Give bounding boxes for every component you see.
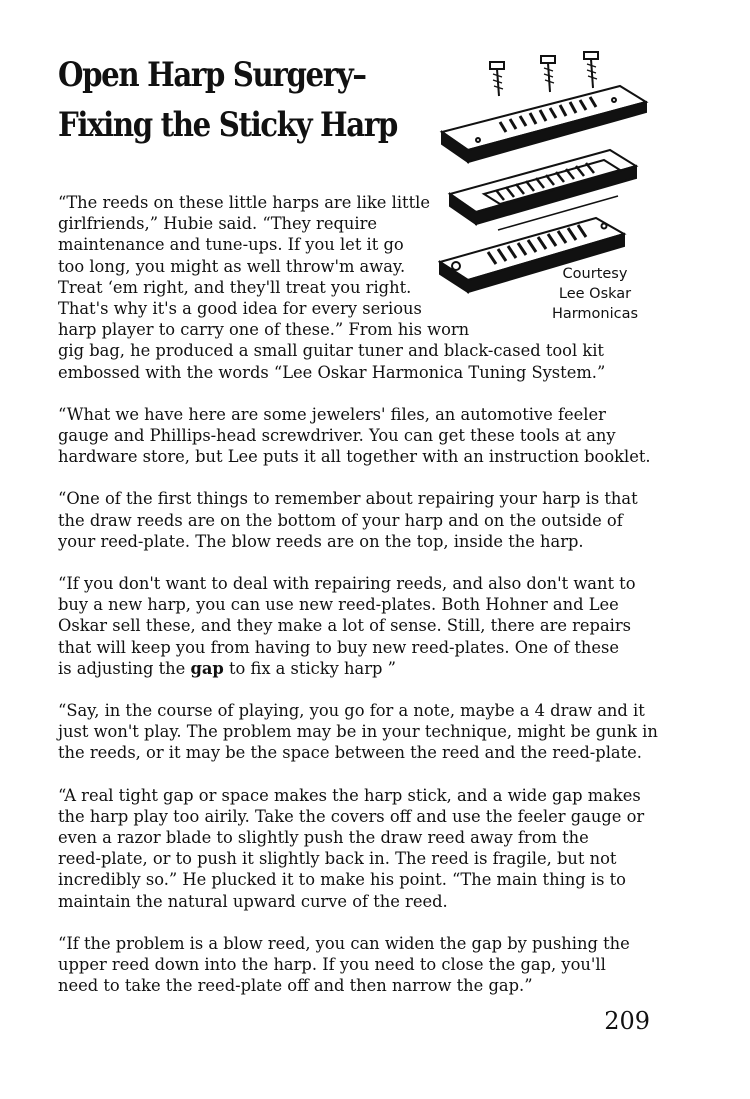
- paragraph: [58, 933, 658, 997]
- text-line: even a razor blade to slightly push the draw reed away from the: [58, 828, 589, 848]
- text-line: just won't play. The problem may be in your technique, might be gunk in: [58, 722, 658, 742]
- text-line: gig bag, he produced a small guitar tuner and black-cased tool kit: [58, 341, 604, 361]
- page-title: [58, 50, 402, 150]
- title-line: Fixing the Sticky Harp: [58, 105, 397, 145]
- text-line: your reed-plate. The blow reeds are on the top, inside the harp.: [58, 531, 584, 551]
- paragraph: [58, 192, 658, 383]
- text-run: to fix a sticky harp ”: [223, 658, 396, 678]
- text-line: harp player to carry one of these.” From his worn: [58, 320, 470, 340]
- page-number: 209: [604, 1007, 650, 1035]
- text-line: [58, 658, 658, 679]
- text-line: gauge and Phillips-head screwdriver. You can get these tools at any: [58, 426, 616, 446]
- caption-line: Courtesy: [562, 266, 628, 282]
- paragraph: [58, 700, 658, 764]
- text-line: “What we have here are some jewelers' files, an automotive feeler: [58, 404, 606, 424]
- text-line: that will keep you from having to buy new reed-plates. One of these: [58, 637, 620, 657]
- text-line: “One of the first things to remember about repairing your harp is that: [58, 489, 638, 509]
- paragraph: [58, 488, 658, 552]
- caption-line: Lee Oskar: [558, 286, 632, 302]
- caption-line: Harmonicas: [551, 306, 639, 322]
- title-line: Open Harp Surgery–: [58, 55, 366, 95]
- text-line: upper reed down into the harp. If you need to close the gap, you'll: [58, 955, 606, 975]
- body-text: [58, 192, 658, 1018]
- text-line: “If you don't want to deal with repairing reeds, and also don't want to: [58, 574, 636, 594]
- text-line: embossed with the words “Lee Oskar Harmonica Tuning System.”: [58, 362, 606, 382]
- bold-term-gap: gap: [190, 658, 224, 678]
- text-line: maintain the natural upward curve of the reed.: [58, 891, 448, 911]
- text-line: the harp play too airily. Take the covers off and use the feeler gauge or: [58, 806, 645, 826]
- text-run: is adjusting the: [58, 658, 191, 678]
- text-line: incredibly so.” He plucked it to make his point. “The main thing is to: [58, 870, 626, 890]
- text-line: “The reeds on these little harps are like little: [58, 193, 430, 212]
- text-line: reed-plate, or to push it slightly back in. The reed is fragile, but not: [58, 849, 617, 869]
- text-line: girlfriends,” Hubie said. “They require: [58, 214, 378, 234]
- text-line: “Say, in the course of playing, you go for a note, maybe a 4 draw and it: [58, 701, 645, 721]
- text-line: That's why it's a good idea for every serious: [58, 299, 422, 319]
- text-line: the reeds, or it may be the space between the reed and the reed-plate.: [58, 743, 642, 763]
- text-line: maintenance and tune-ups. If you let it go: [58, 235, 404, 255]
- text-line: hardware store, but Lee puts it all together with an instruction booklet.: [58, 447, 651, 467]
- text-line: need to take the reed-plate off and then narrow the gap.”: [58, 976, 533, 996]
- text-line: too long, you might as well throw'm away.: [58, 256, 406, 276]
- text-line: buy a new harp, you can use new reed-plates. Both Hohner and Lee: [58, 595, 619, 615]
- text-line: the draw reeds are on the bottom of your harp and on the outside of: [58, 510, 623, 530]
- text-line: Treat ‘em right, and they'll treat you right.: [58, 277, 412, 297]
- text-line: “If the problem is a blow reed, you can widen the gap by pushing the: [58, 933, 630, 953]
- paragraph: [58, 404, 658, 468]
- text-line: “A real tight gap or space makes the harp stick, and a wide gap makes: [58, 785, 641, 805]
- paragraph: [58, 785, 658, 912]
- text-line: Oskar sell these, and they make a lot of sense. Still, there are repairs: [58, 616, 632, 636]
- paragraph: [58, 573, 658, 679]
